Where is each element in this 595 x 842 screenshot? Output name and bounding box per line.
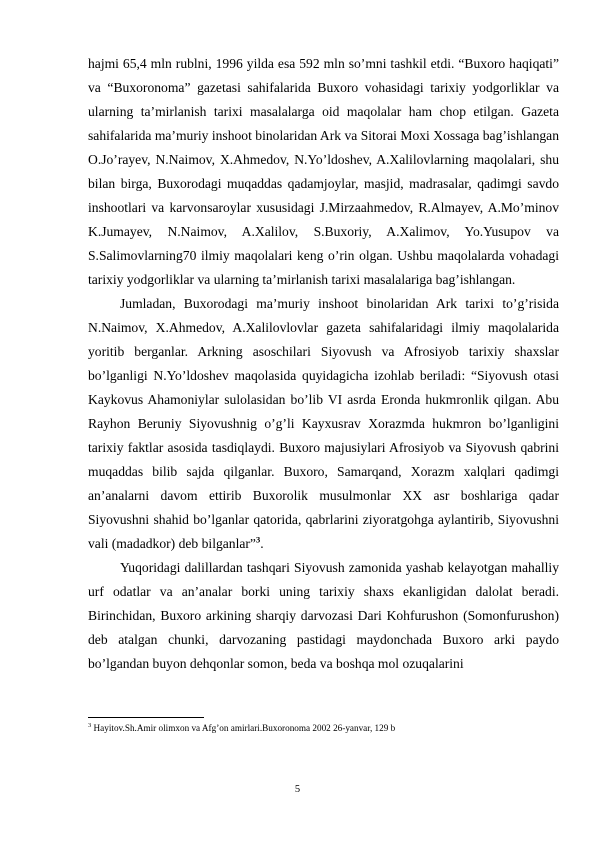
body-text: [88, 52, 559, 676]
page-number: 5: [294, 784, 301, 795]
footnote-separator: [88, 717, 204, 718]
paragraph-2-end: .: [260, 536, 264, 551]
paragraph-2-text: Jumladan, Buxorodagi ma’muriy inshoot binolaridan Ark tarixi to’g’risida N.Naimov, X.Ahmedov, A.Xalilovlovlar gazeta sahifalaridagi ilmiy maqolalarida yoritib berganlar. Arkning asoschilari Siyovush va Afrosiyob tarixiy shaxslar bo’lganligi N.Yo’ldoshev maqolasida quyidagicha izohlab beriladi: “Siyovush otasi Kaykovus Ahamoniylar sulolasidan bo’lib VI asrda Eronda hukmronlik qilgan. Abu Rayhon Beruniy Siyovushnig o’g’li Kayxusrav Xorazmda hukmron bo’lganligini tarixiy faktlar asosida tasdiqlaydi. Buxoro majusiylari Afrosiyob va Siyovush qabrini muqaddas bilib sajda qilganlar. Buxoro, Samarqand, Xorazm xalqlari qadimgi an’analarni davom ettirib Buxorolik musulmonlar XX asr boshlariga qadar Siyovushni shahid bo’lganlar qatorida, qabrlarini ziyoratgohga aylantirib, Siyovushni vali (madadkor) deb bilganlar”: [88, 296, 559, 551]
footnote-mark: 3: [88, 721, 92, 729]
paragraph-2: [88, 292, 559, 556]
footnote-reference[interactable]: 3: [255, 534, 261, 545]
paragraph-1: hajmi 65,4 mln rublni, 1996 yilda esa 592 mln so’mni tashkil etdi. “Buxoro haqiqati” va “Buxoronoma” gazetasi sahifalarida Buxoro vohasidagi tarixiy yodgorliklar va ularning ta’mirlanish tarixi masalalarga oid maqolalar ham chop etilgan. Gazeta sahifalarida ma’muriy inshoot binolaridan Ark va Sitorai Moxi Xossaga bag’ishlangan O.Jo’rayev, N.Naimov, X.Ahmedov, N.Yo’ldoshev, A.Xalilovlarning maqolalari, shu bilan birga, Buxorodagi muqaddas qadamjoylar, masjid, madrasalar, qadimgi savdo inshootlari va karvonsaroylar xususidagi J.Mirzaahmedov, R.Almayev, A.Mo’minov K.Jumayev, N.Naimov, A.Xalilov, S.Buxoriy, A.Xalimov, Yo.Yusupov va S.Salimovlarning70 ilmiy maqolalari keng o’rin olgan. Ushbu maqolalarda vohadagi tarixiy yodgorliklar va ularning ta’mirlanish tarixi masalalariga bag’ishlangan.: [88, 56, 559, 287]
paragraph-3: Yuqoridagi dalillardan tashqari Siyovush zamonida yashab kelayotgan mahalliy urf odatlar va an’analar borki uning tarixiy shaxs ekanligidan dalolat beradi. Birinchidan, Buxoro arkining sharqiy darvozasi Dari Kohfurushon (Somonfurushon) deb atalgan chunki, darvozaning pastidagi maydonchada Buxoro arki paydo bo’lgandan buyon dehqonlar somon, beda va boshqa mol ozuqalarini: [88, 560, 559, 671]
footnote: [88, 722, 559, 734]
footnote-text: Hayitov.Sh.Amir olimxon va Afg’on amirlari.Buxoronoma 2002 26-yanvar, 129 b: [91, 723, 396, 733]
